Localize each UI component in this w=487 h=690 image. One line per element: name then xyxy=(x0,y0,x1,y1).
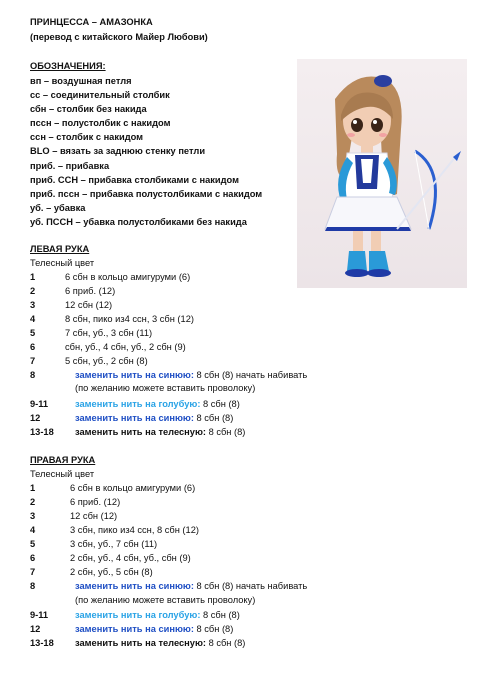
row-number: 3 xyxy=(30,511,36,521)
row-text: 12 сбн (12) xyxy=(65,300,113,310)
row-text: 12 сбн (12) xyxy=(70,511,118,521)
row-text-rest: 8 сбн (8) xyxy=(193,624,234,634)
row-number: 13-18 xyxy=(30,638,54,648)
row-text xyxy=(75,637,245,649)
color-change-label: заменить нить на синюю: xyxy=(75,624,194,634)
row-number: 9-11 xyxy=(30,610,49,620)
legend-item: BLO – вязать за заднюю стенку петли xyxy=(30,146,206,156)
legend-item: вп – воздушная петля xyxy=(30,76,132,86)
row-number: 1 xyxy=(30,272,36,282)
color-change-label: заменить нить на синюю: xyxy=(75,581,194,591)
row-number: 5 xyxy=(30,328,36,338)
row-text-rest: 8 сбн (8) начать набивать xyxy=(193,370,308,380)
color-change-label: заменить нить на синюю: xyxy=(75,413,194,423)
color-change-label: заменить нить на голубую: xyxy=(75,610,201,620)
doll-photo xyxy=(297,59,467,288)
left-arm-color: Телесный цвет xyxy=(30,258,95,268)
legend-item: приб. пссн – прибавка полустолбиками с накидом xyxy=(30,189,263,199)
color-change-label: заменить нить на телесную: xyxy=(75,427,206,437)
row-text: 8 сбн, пико из4 ссн, 3 сбн (12) xyxy=(65,314,194,324)
row-number: 2 xyxy=(30,286,36,296)
row-text: 5 сбн, уб., 2 сбн (8) xyxy=(65,356,148,366)
row-text xyxy=(75,609,240,621)
row-number: 12 xyxy=(30,413,41,423)
doc-title: ПРИНЦЕССА – АМАЗОНКА xyxy=(30,17,153,27)
row-text: 6 сбн в кольцо амигуруми (6) xyxy=(65,272,191,282)
legend-item: приб. – прибавка xyxy=(30,161,110,171)
left-arm-heading: ЛЕВАЯ РУКА xyxy=(30,244,90,254)
row-number: 1 xyxy=(30,483,36,493)
row-text: сбн, уб., 4 сбн, уб., 2 сбн (9) xyxy=(65,342,186,352)
row-number: 9-11 xyxy=(30,399,49,409)
row-text-rest: 8 сбн (8) xyxy=(200,610,240,620)
row-number: 8 xyxy=(30,581,36,591)
color-change-label: заменить нить на синюю: xyxy=(75,370,194,380)
row-text: 6 приб. (12) xyxy=(70,497,121,507)
row-text xyxy=(75,398,240,410)
legend-item: приб. ССН – прибавка столбиками с накидом xyxy=(30,175,239,185)
row-number: 2 xyxy=(30,497,36,507)
legend-item: пссн – полустолбик с накидом xyxy=(30,118,171,128)
row-text-rest: 8 сбн (8) xyxy=(193,413,234,423)
legend-item: ссн – столбик с накидом xyxy=(30,132,144,142)
row-text: 3 сбн, пико из4 ссн, 8 сбн (12) xyxy=(70,525,199,535)
right-arm-heading: ПРАВАЯ РУКА xyxy=(30,455,96,465)
row-text: 3 сбн, уб., 7 сбн (11) xyxy=(70,539,158,549)
row-number: 7 xyxy=(30,356,36,366)
legend-item: сбн – столбик без накида xyxy=(30,104,147,114)
legend-heading: ОБОЗНАЧЕНИЯ: xyxy=(30,61,106,71)
row-number: 12 xyxy=(30,624,41,634)
right-arm-color: Телесный цвет xyxy=(30,469,95,479)
row-number: 4 xyxy=(30,314,36,324)
row-text-rest: 8 сбн (8) xyxy=(206,638,246,648)
row-text xyxy=(75,623,233,635)
doc-subtitle: (перевод с китайского Майер Любови) xyxy=(30,32,208,42)
row-number: 7 xyxy=(30,567,36,577)
color-change-label: заменить нить на голубую: xyxy=(75,399,201,409)
color-change-label: заменить нить на телесную: xyxy=(75,638,206,648)
legend-item: уб. – убавка xyxy=(30,203,86,213)
legend-item: сс – соединительный столбик xyxy=(30,90,170,100)
row-text: 6 сбн в кольцо амигуруми (6) xyxy=(70,483,196,493)
row-number: 8 xyxy=(30,370,36,380)
row-number: 6 xyxy=(30,342,36,352)
row-text xyxy=(75,369,307,381)
row-text-rest: 8 сбн (8) xyxy=(200,399,240,409)
row-text: 6 приб. (12) xyxy=(65,286,116,296)
row-number: 5 xyxy=(30,539,36,549)
row-note: (по желанию можете вставить проволоку) xyxy=(75,383,256,393)
row-text: 2 сбн, уб., 4 сбн, уб., сбн (9) xyxy=(70,553,191,563)
row-text: 2 сбн, уб., 5 сбн (8) xyxy=(70,567,153,577)
row-number: 13-18 xyxy=(30,427,54,437)
row-number: 4 xyxy=(30,525,36,535)
row-text: 7 сбн, уб., 3 сбн (11) xyxy=(65,328,153,338)
row-text-rest: 8 сбн (8) xyxy=(206,427,246,437)
row-text xyxy=(75,412,233,424)
row-text xyxy=(75,426,245,438)
row-number: 3 xyxy=(30,300,36,310)
doll-illustration xyxy=(297,59,467,288)
row-note: (по желанию можете вставить проволоку) xyxy=(75,595,256,605)
row-number: 6 xyxy=(30,553,36,563)
row-text xyxy=(75,580,307,592)
legend-item: уб. ПССН – убавка полустолбиками без накида xyxy=(30,217,247,227)
row-text-rest: 8 сбн (8) начать набивать xyxy=(193,581,308,591)
